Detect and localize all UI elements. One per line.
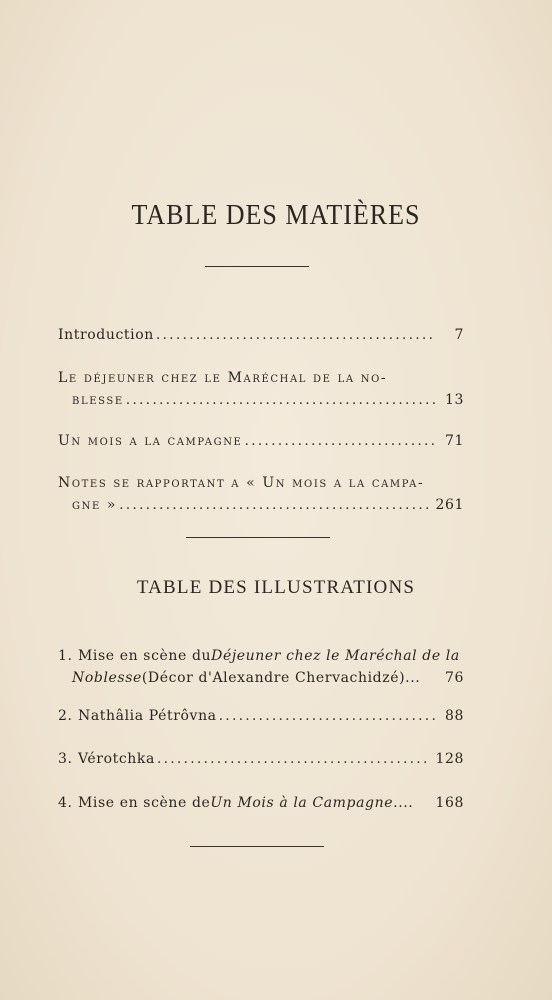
illustration-number: 3.: [58, 751, 73, 767]
illustration-text: Nathâlia Pétrôvna: [78, 708, 217, 724]
illustration-number: 2.: [58, 708, 73, 724]
illustrations-title: TABLE DES ILLUSTRATIONS: [136, 577, 416, 598]
illustration-italic-title: Un Mois à la Campagne: [210, 795, 394, 811]
illustration-text: Mise en scène de: [78, 795, 211, 811]
toc-entry-notes: [58, 475, 464, 519]
illustration-entry-2: [58, 708, 464, 730]
illustration-entry-3: [58, 751, 464, 773]
toc-entry-label: Introduction: [58, 327, 154, 343]
toc-entry-page: 71: [444, 433, 464, 449]
toc-entry-label: Notes se rapportant a « Un mois a la campa-: [58, 475, 425, 491]
dot-leader: [156, 327, 436, 343]
illustration-italic-title-cont: Noblesse: [72, 670, 142, 686]
illustration-text-cont: ....: [393, 795, 414, 811]
illustration-number: 4.: [58, 795, 73, 811]
toc-entry-page: 13: [444, 392, 464, 408]
illustration-page: 88: [444, 708, 464, 724]
dot-leader: [157, 751, 432, 767]
illustration-page: 76: [444, 670, 464, 686]
toc-entry-label-cont: blesse: [72, 392, 124, 408]
dot-leader: [219, 708, 436, 724]
illustration-page: 168: [435, 795, 464, 811]
toc-entry-dejeuner: [58, 370, 464, 414]
dot-leader: [244, 433, 436, 449]
toc-entry-label-cont: gne »: [72, 497, 118, 513]
toc-entry-label: Un mois a la campagne: [58, 433, 243, 449]
dot-leader: [119, 497, 431, 513]
illustration-text: Vérotchka: [78, 751, 155, 767]
illustration-italic-title: Déjeuner chez le Maréchal de la: [211, 648, 460, 664]
toc-entry-page: 7: [454, 327, 464, 343]
illustration-entry-1: [58, 648, 464, 692]
toc-entry-introduction: [58, 327, 464, 349]
end-rule: [190, 846, 324, 847]
dot-leader: [126, 392, 436, 408]
toc-title: TABLE DES MATIÈRES: [131, 198, 421, 231]
section-rule: [186, 537, 330, 538]
title-rule: [205, 266, 309, 267]
illustration-text: Mise en scène du: [78, 648, 212, 664]
toc-entry-page: 261: [435, 497, 464, 513]
illustration-number: 1.: [58, 648, 73, 664]
illustration-text-cont: (Décor d'Alexandre Chervachidzé)...: [141, 670, 421, 686]
illustration-page: 128: [435, 751, 464, 767]
illustration-entry-4: [58, 795, 464, 817]
toc-entry-mois: [58, 433, 464, 455]
toc-entry-label: Le déjeuner chez le Maréchal de la no-: [58, 370, 388, 386]
